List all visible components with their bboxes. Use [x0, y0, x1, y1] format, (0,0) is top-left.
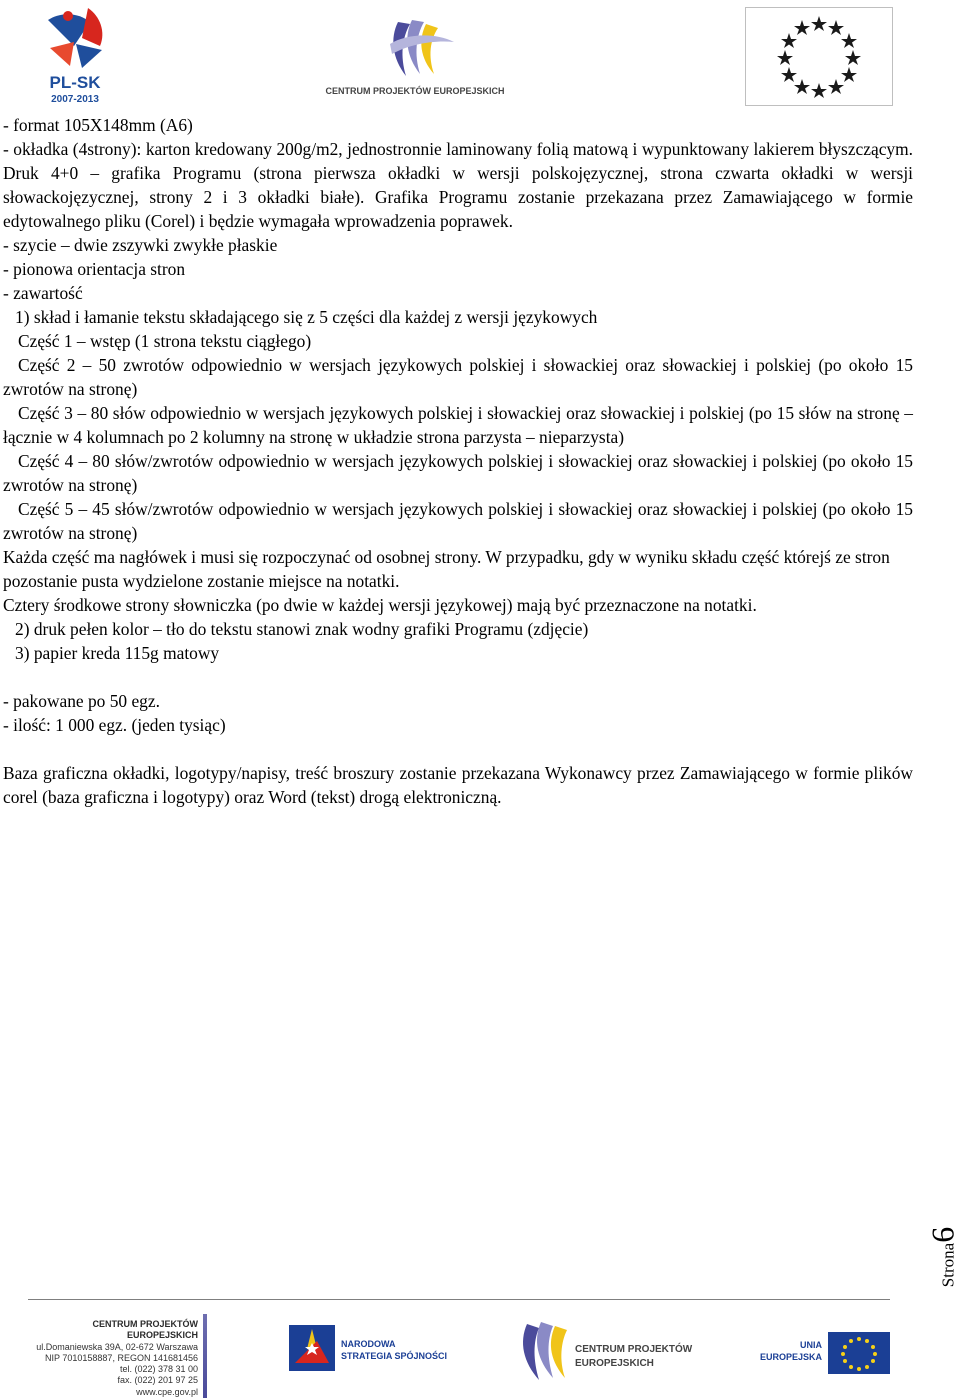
eu-footer-logo	[759, 1330, 895, 1378]
document-body	[3, 113, 913, 809]
page-footer	[0, 1302, 960, 1399]
part-2-paragraph: Część 2 – 50 zwrotów odpowiednio w wersjach językowych polskiej i słowackiej oraz słowackiej i polskiej (po około 15 zwrotów na stronę)	[3, 355, 913, 399]
cpe-address-line: tel. (022) 378 31 00	[119, 1364, 198, 1375]
cpe-address-line: fax. (022) 201 97 25	[117, 1375, 198, 1386]
nss-line-1: NARODOWA	[341, 1339, 396, 1349]
part-4-paragraph: Część 4 – 80 słów/zwrotów odpowiednio w wersjach językowych polskiej i słowackiej oraz słowackiej i polskiej (po około 15 zwrotów na stronę)	[3, 451, 913, 495]
cpe-address-line: www.cpe.gov.pl	[136, 1386, 198, 1397]
notes-pages-line: Cztery środkowe strony słowniczka (po dwie w każdej wersji językowej) mają być przeznaczone na notatki.	[3, 595, 757, 615]
cpe-address-line: CENTRUM PROJEKTÓW EUROPEJSKICH	[92, 1319, 198, 1341]
cpe-address-line: ul.Domaniewska 39A, 02-672 Warszawa	[36, 1341, 198, 1352]
paper-line: 3) papier kreda 115g matowy	[15, 643, 220, 663]
cpe-address-line: NIP 7010158887, REGON 141681456	[45, 1352, 198, 1363]
cpe-swirl-logo	[325, 14, 505, 100]
part-1-line: Część 1 – wstęp (1 strona tekstu ciągłego)	[18, 331, 312, 351]
spacer	[3, 665, 913, 689]
part-3-paragraph: Część 3 – 80 słów odpowiednio w wersjach językowych polskiej i słowackiej oraz słowackiej i polskiej (po 15 słów na stronę – łącznie w 4 kolumnach po 2 kolumny na stronę w układzie strona parzysta – nieparzysta)	[3, 403, 913, 447]
page-number-word: Strona	[938, 1242, 958, 1288]
cpe-footer-logo	[517, 1318, 693, 1390]
contents-line: - zawartość	[3, 283, 83, 303]
header-note-paragraph: Każda część ma nagłówek i musi się rozpoczynać od osobnej strony. W przypadku, gdy w wyniku składu część którejś ze stron pozostanie pusta wydzielone zostanie miejsce na notatki.	[3, 547, 890, 591]
page-header	[0, 0, 960, 110]
plsk-logo-years: 2007-2013	[51, 94, 99, 105]
page-number	[918, 1212, 968, 1302]
plsk-program-logo	[30, 2, 120, 106]
cpe-footer-line-2: EUROPEJSKICH	[575, 1358, 654, 1369]
cpe-footer-line-1: CENTRUM PROJEKTÓW	[575, 1344, 693, 1355]
ue-line-1: UNIA	[800, 1340, 822, 1350]
graphics-base-paragraph: Baza graficzna okładki, logotypy/napisy, treść broszury zostanie przekazana Wykonawcy przez Zamawiającego w formie plików corel (baza graficzna i logotypy) oraz Word (tekst) drogą elektroniczną.	[3, 763, 913, 807]
ue-line-2: EUROPEJSKA	[759, 1352, 822, 1362]
page-number-value: 6	[924, 1226, 961, 1243]
binding-line: - szycie – dwie zszywki zwykłe płaskie	[3, 235, 278, 255]
nss-logo	[287, 1319, 448, 1379]
packaging-line: - pakowane po 50 egz.	[3, 691, 160, 711]
plsk-logo-text: PL-SK	[49, 73, 101, 92]
quantity-line: - ilość: 1 000 egz. (jeden tysiąc)	[3, 715, 226, 735]
eu-stars-icon	[746, 8, 892, 105]
print-color-line: 2) druk pełen kolor – tło do tekstu stanowi znak wodny grafiki Programu (zdjęcie)	[15, 619, 589, 639]
footer-separator	[203, 1314, 207, 1398]
spacer	[3, 737, 913, 761]
format-line: - format 105X148mm (A6)	[3, 115, 193, 135]
cover-paragraph: - okładka (4strony): karton kredowany 200g/m2, jednostronnie laminowany folią matową i wypunktowany lakierem błyszczącym. Druk 4+0 – grafika Programu (strona pierwsza okładki w wersji polskojęzycznej, strona czwarta okładki w wersji słowackojęzycznej, strony 2 i 3 okładki białe). Grafika Programu zostanie przekazana przez Zamawiającego w formie edytowalnego pliku (Corel) i będzie wymagała wprowadzenia poprawek.	[3, 139, 913, 231]
nss-line-2: STRATEGIA SPÓJNOŚCI	[341, 1351, 448, 1361]
cpe-address-block	[28, 1319, 198, 1398]
eu-flag	[745, 7, 893, 106]
cpe-logo-text: CENTRUM PROJEKTÓW EUROPEJSKICH	[325, 86, 505, 96]
part-5-paragraph: Część 5 – 45 słów/zwrotów odpowiednio w wersjach językowych polskiej i słowackiej oraz słowackiej i polskiej (po około 15 zwrotów na stronę)	[3, 499, 913, 543]
footer-divider	[28, 1299, 890, 1300]
typesetting-line: 1) skład i łamanie tekstu składającego się z 5 części dla każdej z wersji językowych	[15, 307, 598, 327]
orientation-line: - pionowa orientacja stron	[3, 259, 186, 279]
